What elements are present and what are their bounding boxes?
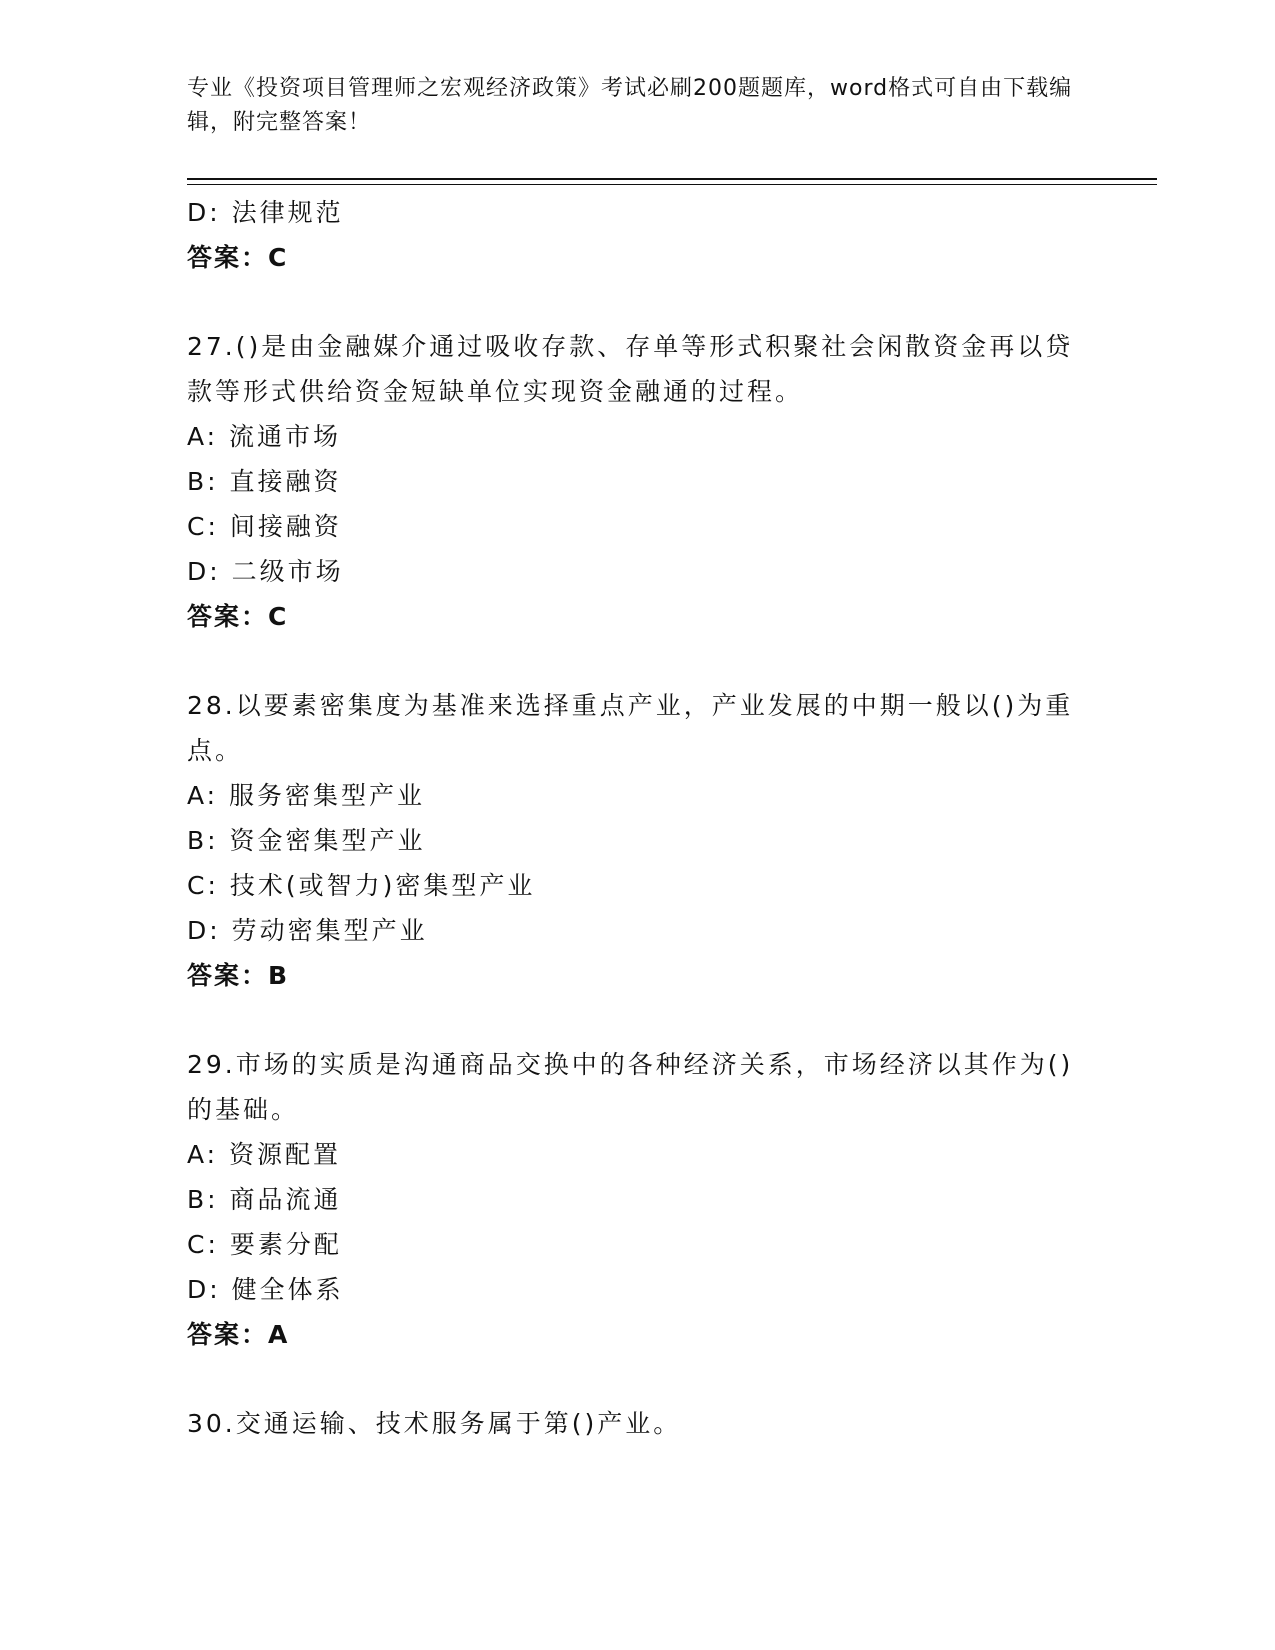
question-27-stem: 27.()是由金融媒介通过吸收存款、存单等形式积聚社会闲散资金再以贷款等形式供给资金短缺单位实现资金融通的过程。 [187,332,1074,406]
question-28-option-a: A: 服务密集型产业 [187,781,426,810]
option-d: D: 法律规范 [187,198,344,227]
question-29-option-c: C: 要素分配 [187,1230,342,1259]
question-28-answer: 答案：B [187,961,290,990]
question-29-option-d: D: 健全体系 [187,1275,344,1304]
question-27-answer: 答案：C [187,602,289,631]
question-28-option-d: D: 劳动密集型产业 [187,916,428,945]
question-29-answer: 答案：A [187,1320,290,1349]
question-28-option-b: B: 资金密集型产业 [187,826,426,855]
question-29-stem: 29.市场的实质是沟通商品交换中的各种经济关系，市场经济以其作为()的基础。 [187,1050,1074,1124]
question-30-stem: 30.交通运输、技术服务属于第()产业。 [187,1409,682,1438]
spacer [187,1357,1087,1401]
document-header: 专业《投资项目管理师之宏观经济政策》考试必刷200题题库，word格式可自由下载编辑，附完整答案！ [187,76,1073,135]
spacer [187,998,1087,1042]
question-28-option-c: C: 技术(或智力)密集型产业 [187,871,536,900]
question-27-option-d: D: 二级市场 [187,557,344,586]
answer: 答案：C [187,243,289,272]
spacer [187,280,1087,324]
question-29-option-b: B: 商品流通 [187,1185,342,1214]
header-rule-thick [187,178,1157,180]
header-rule-thin [187,184,1157,185]
question-27-option-c: C: 间接融资 [187,512,342,541]
question-29-option-a: A: 资源配置 [187,1140,342,1169]
spacer [187,639,1087,683]
document-content [187,190,1087,1446]
question-27-option-a: A: 流通市场 [187,422,342,451]
question-28-stem: 28.以要素密集度为基准来选择重点产业，产业发展的中期一般以()为重点。 [187,691,1074,765]
question-27-option-b: B: 直接融资 [187,467,342,496]
